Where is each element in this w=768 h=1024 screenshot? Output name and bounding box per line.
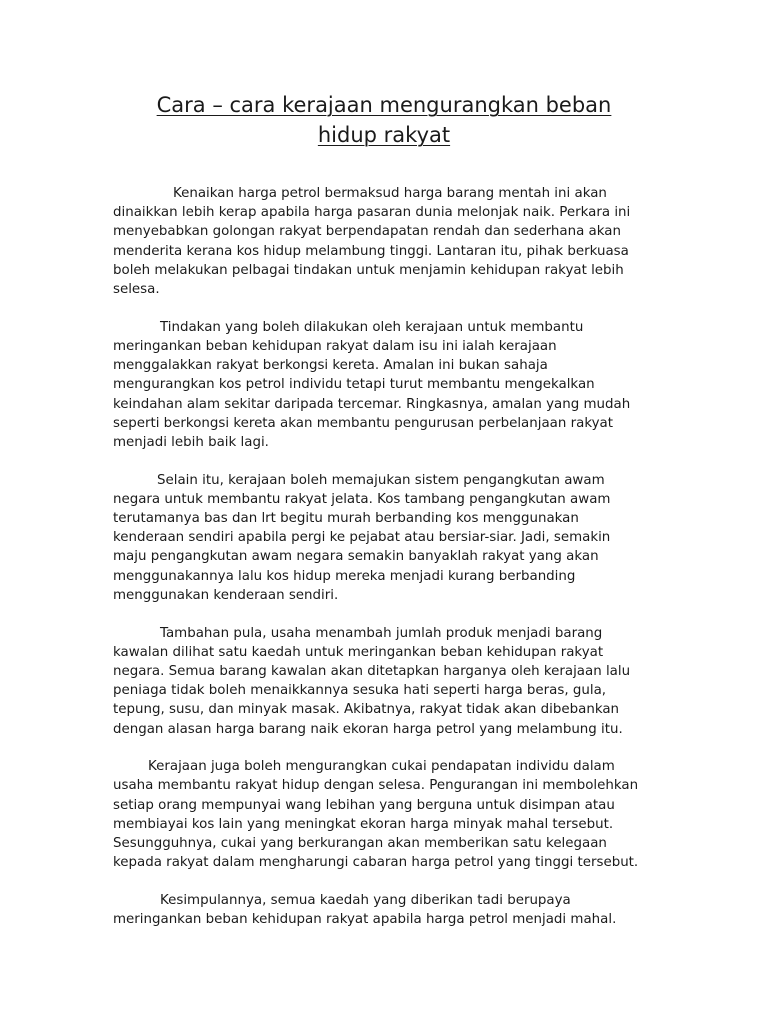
paragraph-intro: Kenaikan harga petrol bermaksud harga barang mentah ini akan dinaikkan lebih kerap apabila harga pasaran dunia melonjak naik. Perkara ini menyebabkan golongan rakyat berpendapatan rendah dan sederhana akan menderita kerana kos hidup melambung tinggi. Lantaran itu, pihak berkuasa boleh melakukan pelbagai tindakan untuk menjamin kehidupan rakyat lebih selesa. <box>113 186 631 298</box>
paragraph-conclusion: Kesimpulannya, semua kaedah yang diberikan tadi berupaya meringankan beban kehidupan rakyat apabila harga petrol menjadi mahal. <box>113 893 617 928</box>
title-line-2: hidup rakyat <box>317 123 451 147</box>
document-title <box>100 90 668 150</box>
paragraph-controlled-goods: Tambahan pula, usaha menambah jumlah produk menjadi barang kawalan dilihat satu kaedah untuk meringankan beban kehidupan rakyat negara. Semua barang kawalan akan ditetapkan harganya oleh kerajaan lalu peniaga tidak boleh menaikkannya sesuka hati seperti harga beras, gula, tepung, susu, dan minyak masak. Akibatnya, rakyat tidak akan dibebankan dengan alasan harga barang naik ekoran harga petrol yang melambung itu. <box>113 625 631 737</box>
paragraph-public-transport: Selain itu, kerajaan boleh memajukan sistem pengangkutan awam negara untuk membantu rakyat jelata. Kos tambang pengangkutan awam terutamanya bas dan lrt begitu murah berbanding kos menggunakan kenderaan sendiri apabila pergi ke pejabat atau bersiar-siar. Jadi, semakin maju pengangkutan awam negara semakin banyaklah rakyat yang akan menggunakannya lalu kos hidup mereka menjadi kurang berbanding menggunakan kenderaan sendiri. <box>113 472 611 603</box>
paragraph-carpool: Tindakan yang boleh dilakukan oleh kerajaan untuk membantu meringankan beban kehidupan rakyat dalam isu ini ialah kerajaan menggalakkan rakyat berkongsi kereta. Amalan ini bukan sahaja mengurangkan kos petrol individu tetapi turut membantu mengekalkan keindahan alam sekitar daripada tercemar. Ringkasnya, amalan yang mudah seperti berkongsi kereta akan membantu pengurusan perbelanjaan rakyat menjadi lebih baik lagi. <box>113 319 631 450</box>
title-line-1: Cara – cara kerajaan mengurangkan beban <box>156 93 612 117</box>
paragraph-income-tax: Kerajaan juga boleh mengurangkan cukai pendapatan individu dalam usaha membantu rakyat hidup dengan selesa. Pengurangan ini membolehkan setiap orang mempunyai wang lebihan yang berguna untuk disimpan atau membiayai kos lain yang meningkat ekoran harga minyak mahal tersebut. Sesungguhnya, cukai yang berkurangan akan memberikan satu kelegaan kepada rakyat dalam mengharungi cabaran harga petrol yang tinggi tersebut. <box>113 759 639 871</box>
document-body <box>113 184 668 948</box>
